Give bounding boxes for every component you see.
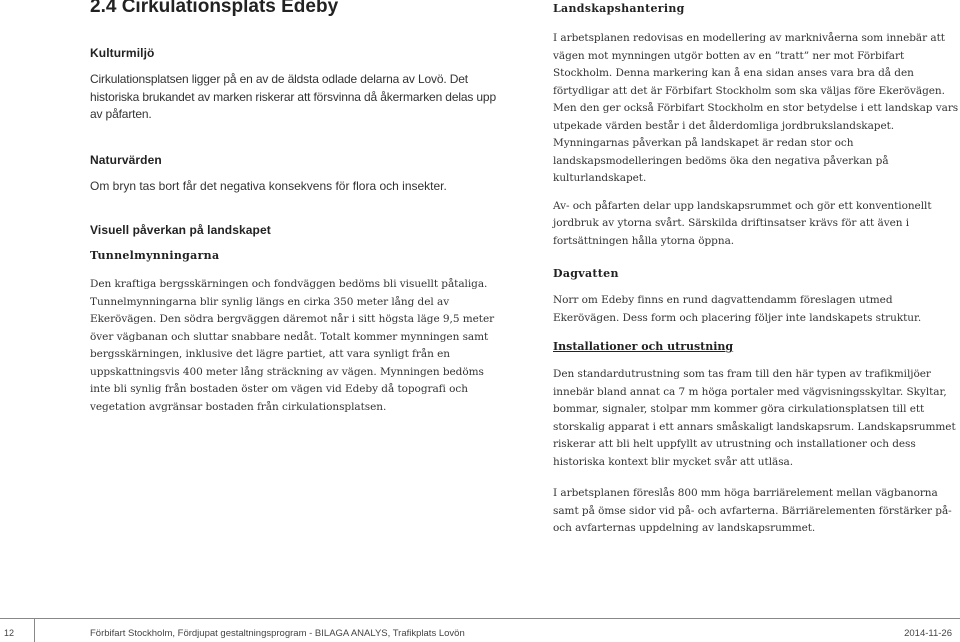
installationer-text-1: Den standardutrustning som tas fram till den här typen av trafikmiljöer innebär bland annat ca 7 m höga portaler med vägvisningsskyltar. Skyltar, bommar, signaler, stolpar mm kommer göra cirkulationsplatsen till ett storskalig apparat i ett annars småskaligt landskapsrum. Landskapsrummet riskerar att bli helt uppfyllt av utrustning och installationer och dess historiska kontext blir mycket svår att utläsa. [553, 368, 956, 468]
landskapshantering-text-1: I arbetsplanen redovisas en modellering av marknivåerna som innebär att vägen mot mynningen utgör botten av en ”tratt” ner mot Förbifart Stockholm. Denna markering kan å ena sidan anses vara bra då den förtydligar att det är Förbifart Stockholm som ska väljas före Ekerövägen. Men den ger också Förbifart Stockholm en stor betydelse i ett landskap vars utpekade värden består i det ålderdomliga jordbrukslandskapet. Mynningarnas påverkan på landskapet är redan stor och landskapsmodelleringen bedöms öka den negativa påverkan på kulturlandskapet. [553, 32, 959, 184]
right-column [553, 0, 960, 538]
tunnelmynningarna-subheading: Tunnelmynningarna [90, 249, 220, 262]
installationer-heading: Installationer och utrustning [553, 340, 734, 353]
footer-page-divider [34, 618, 35, 642]
footer-document-title: Förbifart Stockholm, Fördjupat gestaltningsprogram - BILAGA ANALYS, Trafikplats Lovön [90, 628, 465, 639]
naturvarden-text: Om bryn tas bort får det negativa konsekvens för flora och insekter. [90, 178, 447, 193]
left-column [90, 40, 502, 416]
landskapshantering-heading: Landskapshantering [553, 2, 685, 15]
kulturmiljo-heading: Kulturmiljö [90, 46, 155, 60]
page-number: 12 [4, 628, 15, 638]
landskapshantering-text-2: Av- och påfarten delar upp landskapsrummet och gör ett konventionellt jordbruk av ytorna svårt. Särskilda driftinsatser krävs för att även i fortsättningen hålla ytorna öppna. [553, 199, 932, 247]
naturvarden-heading: Naturvärden [90, 152, 162, 167]
installationer-text-2: I arbetsplanen föreslås 800 mm höga barriärelement mellan vägbanorna samt på ömse sidor vid på- och avfarterna. Bärriärelementen förstärker på- och avfarternas uppdelning av landskapsrummet. [553, 487, 952, 534]
kulturmiljo-text: Cirkulationsplatsen ligger på en av de äldsta odlade delarna av Lovö. Det historiska brukandet av marken riskerar att försvinna då åkermarken delas upp av påfarten. [90, 72, 496, 121]
dagvatten-text: Norr om Edeby finns en rund dagvattendamm föreslagen utmed Ekerövägen. Dess form och placering följer inte landskapets struktur. [553, 294, 922, 324]
visuell-heading: Visuell påverkan på landskapet [90, 223, 271, 237]
visuell-text: Den kraftiga bergsskärningen och fondväggen bedöms bli visuellt påtaliga. Tunnelmynningarna blir synlig längs en cirka 350 meter lång del av Ekerövägen. Den södra bergväggen däremot når i sitt högsta läge 9,5 meter över vägbanan och sluttar snabbare nedåt. Totalt kommer mynningen samt bergsskärningen, inklusive det lägre partiet, att vara synligt från en uppskattningsvis 400 meter lång sträckning av vägen. Mynningen bedöms inte bli synlig från bostaden öster om vägen vid Edeby då topografi och vegetation avgränsar bostaden från cirkulationsplatsen. [90, 278, 495, 413]
footer-divider [0, 618, 960, 619]
footer-date: 2014-11-26 [904, 628, 952, 639]
dagvatten-heading: Dagvatten [553, 267, 619, 280]
page-title: 2.4 Cirkulationsplats Edeby [90, 0, 339, 17]
